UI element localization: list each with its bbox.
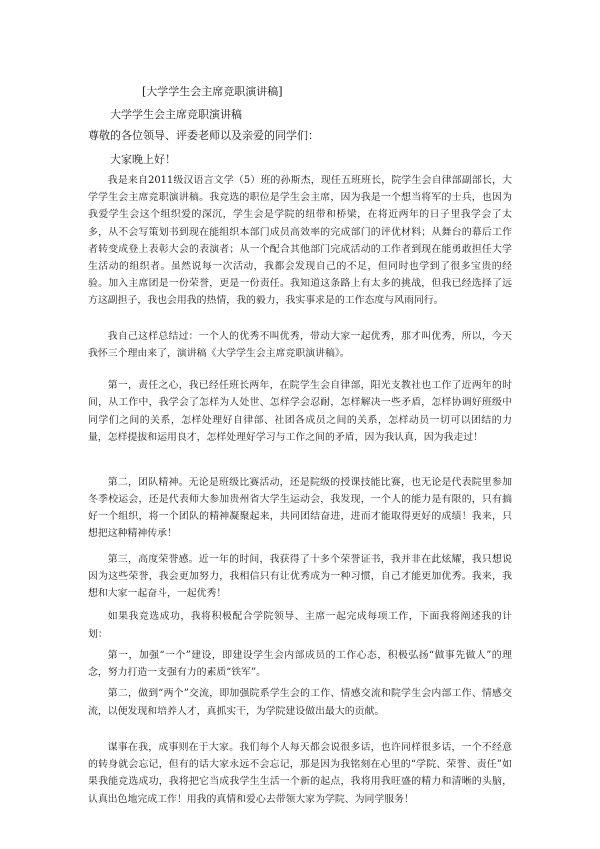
- paragraph-plan-second: 第二，做到“两个”交流，即加强院系学生会的工作、情感交流和院学生会内部工作、情感交流，以便发现和培养人才，真抓实干，为学院建设做出最大的贡献。: [88, 688, 512, 717]
- document-heading: [大学学生会主席竞职演讲稿]: [142, 85, 283, 98]
- paragraph-closing: 谋事在我，成事则在于大家。我们每个人每天都会说很多话，也许同样很多话，一个不经意的转身就会忘记，但有的话大家永远不会忘记，那是因为我铭刻在心里的“学院、荣誉、责任”如果我能竞选成功，我将把它当成我学生生活一个新的起点，我将用我旺盛的精力和清晰的头脑，认真出色地完成工作！用我的真情和爱心去带领大家为学院、为同学服务！: [88, 742, 512, 805]
- paragraph-honor: 第三，高度荣誉感。近一年的时间，我获得了十多个荣誉证书，我并非在此炫耀，我只想说因为这些荣誉，我会更加努力，我相信只有让优秀成为一种习惯，自己才能更加优秀。我来，我想和大家一起奋斗，一起优秀！: [88, 553, 512, 599]
- greeting: 大家晚上好！: [110, 152, 176, 166]
- paragraph-summary: 我自己这样总结过：一个人的优秀不叫优秀，带动大家一起优秀，那才叫优秀，所以，今天我怀三个理由来了，演讲稿《大学学生会主席竞职演讲稿》。: [88, 330, 512, 360]
- salutation: 尊敬的各位领导、评委老师以及亲爱的同学们：: [88, 129, 319, 143]
- paragraph-responsibility: 第一，责任之心，我已经任班长两年，在院学生会自律部，阳光支教社也工作了近两年的时间，从工作中，我学会了怎样为人处世、怎样学会忍耐，怎样解决一些矛盾，怎样协调好班级中同学们之间的关系，怎样处理好自律部、社团各成员之间的关系，怎样动员一切可以团结的力量，怎样提拔和运用良才，怎样处理好学习与工作之间的矛盾，因为我认真，因为我走过！: [88, 380, 512, 443]
- paragraph-plan-first: 第一，加强“一个”建设，即建设学生会内部成员的工作心态，积极弘扬“做事先做人”的理念，努力打造一支强有力的素质“铁军”。: [88, 649, 512, 679]
- document-subtitle: 大学学生会主席竞职演讲稿: [110, 108, 242, 122]
- paragraph-plan-intro: 如果我竞选成功，我将积极配合学院领导、主席一起完成每项工作，下面我将阐述我的计划：: [88, 611, 512, 640]
- paragraph-teamwork: 第二，团队精神。无论是班级比赛活动，还是院级的授课技能比赛，也无论是代表院里参加冬季校运会，还是代表师大参加贵州省大学生运动会，我发现，一个人的能力是有限的，只有搞好一个组织，将一个团队的精神凝聚起来，共同团结奋进，进而才能取得更好的成绩！我来，只想把这种精神传承！: [88, 476, 512, 540]
- paragraph-intro: 我是来自2011级汉语言文学（5）班的孙斯杰，现任五班班长，院学生会自律部副部长，大学学生会主席竞职演讲稿。我竞选的职位是学生会主席，因为我是一个想当将军的士兵，也因为我爱学生会这个组织爱的深沉，学生会是学院的纽带和桥梁，在将近两年的日子里我学会了太多，从不会写策划书到现在能组织本部门成员高效率的完成部门的评优材料；从舞台的幕后工作者转变成登上表彰大会的表演者；从一个配合其他部门完成活动的工作者到现在能勇敢担任大学生活动的组织者。虽然说每一次活动，我都会发现自己的不足，但同时也学到了很多宝贵的经验。加入主席团是一份荣誉，更是一份责任。我知道这条路上有太多的挑战，但我已经选择了远方这副担子，我也会用我的热情，我的毅力，我实事求是的工作态度与风雨同行。: [88, 175, 512, 307]
